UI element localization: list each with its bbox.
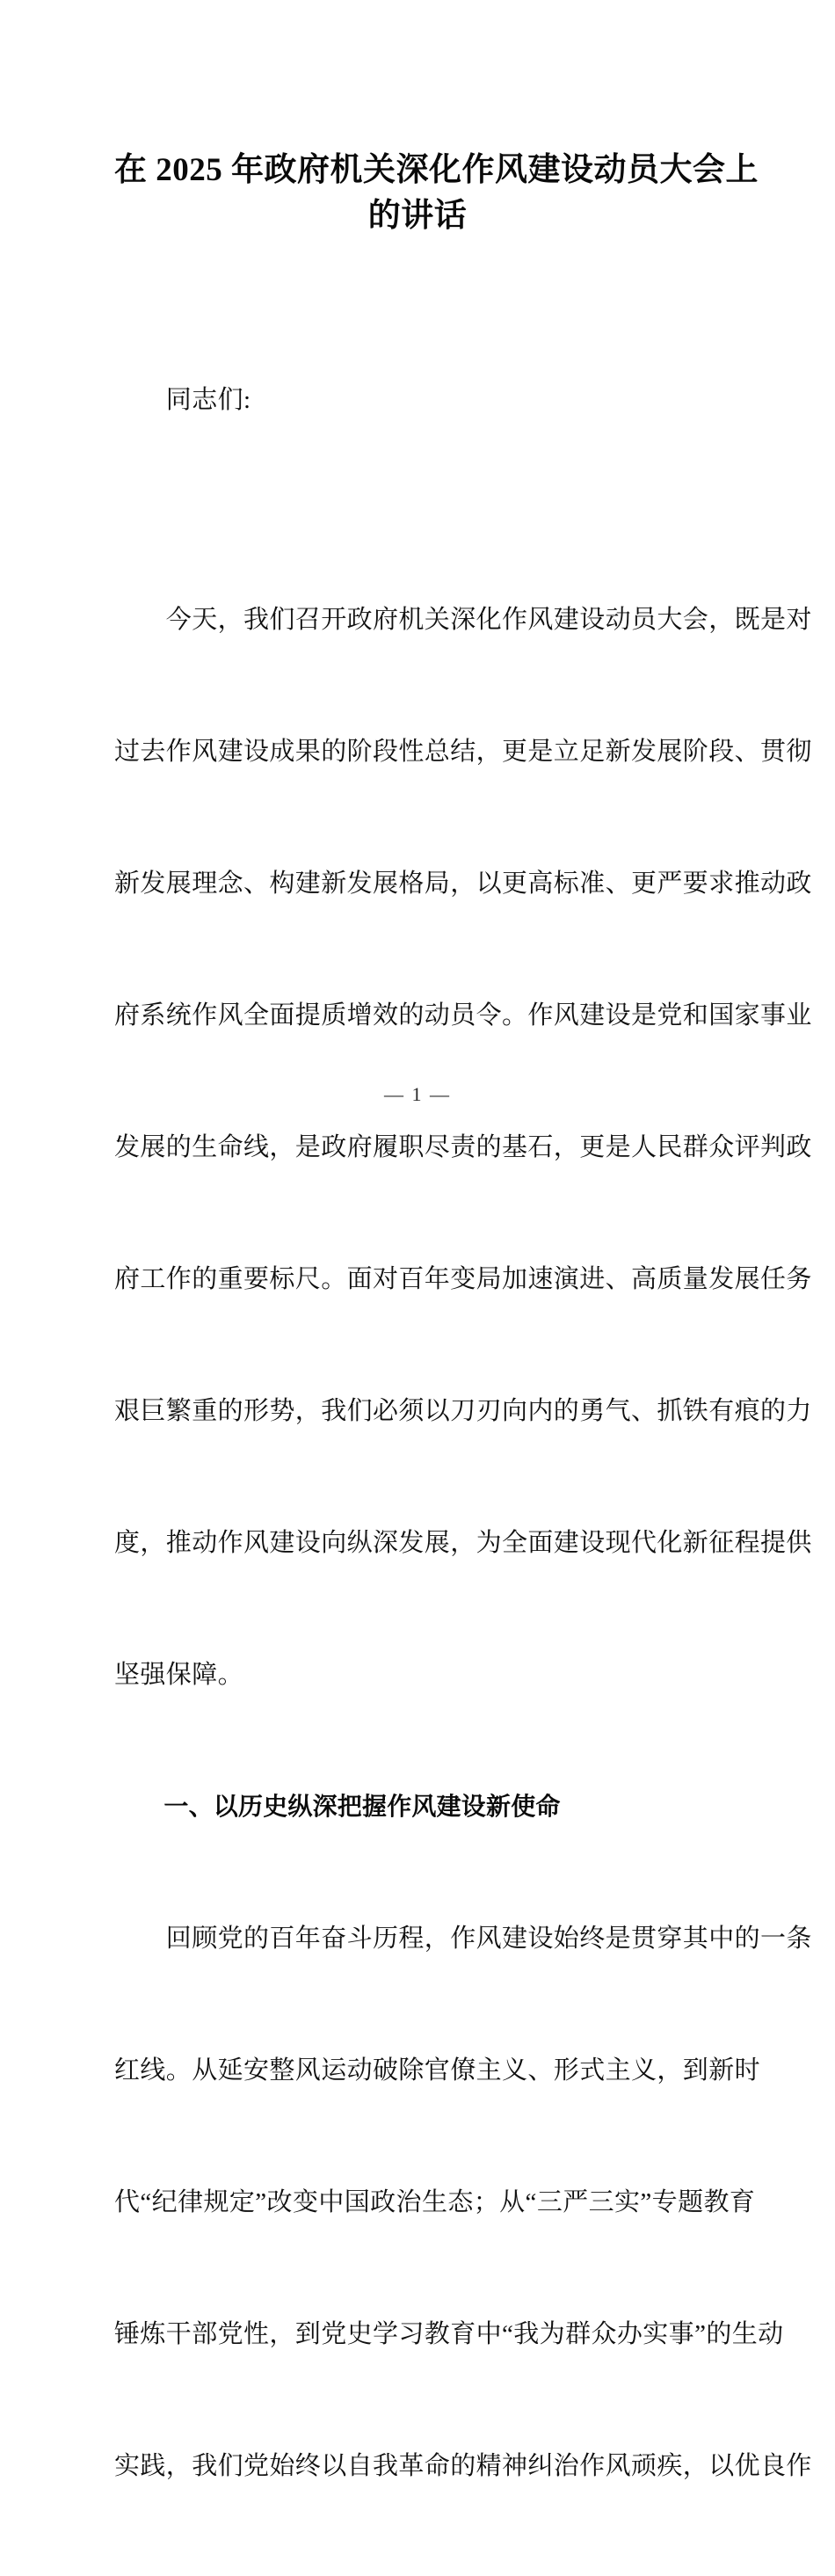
- paragraph-1-line-6: 府工作的重要标尺。面对百年变局加速演进、高质量发展任务: [114, 1265, 812, 1293]
- paragraph-1-line-2: 过去作风建设成果的阶段性总结，更是立足新发展阶段、贯彻: [114, 738, 812, 766]
- page-title-line-1: 在 2025 年政府机关深化作风建设动员大会上: [114, 152, 759, 188]
- section-heading-1: 一、以历史纵深把握作风建设新使命: [114, 1792, 561, 1821]
- paragraph-1: [114, 510, 812, 1785]
- paragraph-2-line-3: 代“纪律规定”改变中国政治生态；从“三严三实”专题教育: [114, 2188, 756, 2216]
- paragraph-1-line-3: 新发展理念、构建新发展格局，以更高标准、更严要求推动政: [114, 870, 812, 898]
- salutation-paragraph: [114, 290, 722, 510]
- paragraph-2-line-2: 红线。从延安整风运动破除官僚主义、形式主义，到新时: [114, 2056, 761, 2085]
- page-title: [114, 148, 759, 239]
- paragraph-1-line-5: 发展的生命线，是政府履职尽责的基石，更是人民群众评判政: [114, 1133, 812, 1161]
- paragraph-2: [114, 1829, 812, 2576]
- paragraph-2-line-4: 锤炼干部党性，到党史学习教育中“我为群众办实事”的生动: [114, 2320, 784, 2348]
- paragraph-1-line-4: 府系统作风全面提质增效的动员令。作风建设是党和国家事业: [114, 1001, 812, 1030]
- document-body: [114, 290, 812, 2576]
- page-number-footer: — 1 —: [384, 1083, 451, 1105]
- paragraph-2-line-5: 实践，我们党始终以自我革命的精神纠治作风顽疾，以优良作: [114, 2452, 812, 2480]
- paragraph-1-line-7: 艰巨繁重的形势，我们必须以刀刃向内的勇气、抓铁有痕的力: [114, 1397, 812, 1425]
- salutation-line-1: 同志们:: [114, 386, 251, 414]
- paragraph-1-line-9: 坚强保障。: [114, 1661, 244, 1689]
- paragraph-2-line-1: 回顾党的百年奋斗历程，作风建设始终是贯穿其中的一条: [114, 1925, 812, 1953]
- paragraph-1-line-8: 度，推动作风建设向纵深发展，为全面建设现代化新征程提供: [114, 1529, 812, 1557]
- page-title-line-2: 的讲话: [367, 198, 468, 234]
- paragraph-1-line-1: 今天，我们召开政府机关深化作风建设动员大会，既是对: [114, 606, 812, 634]
